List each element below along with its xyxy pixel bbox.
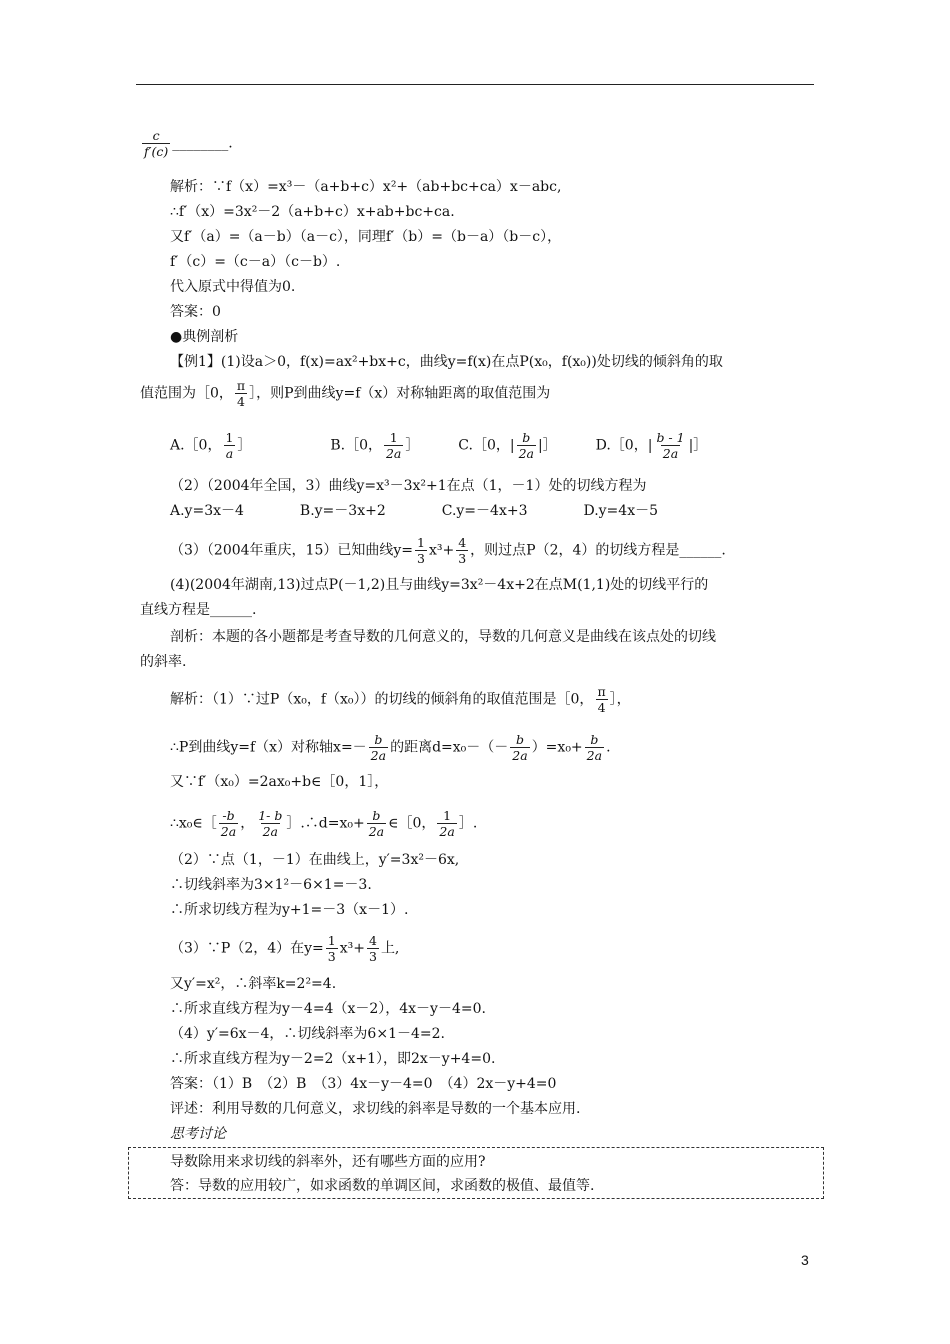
analysis-line-1: 解析：∵f（x）=x³－（a+b+c）x²+（ab+bc+ca）x－abc, (170, 179, 562, 195)
solution-1-line-4: ∴x₀∈［ $\frac{-b}{2a}$ ， $\frac{1- b}{2a}$ ］.∴d=x₀+ $\frac{b}{2a}$ ∈［0， $\frac{1}{2a}$ ］. (170, 808, 478, 839)
answer-line: 答案：0 (170, 304, 221, 320)
solution-1-line-3: 又∵f′（x₀）=2ax₀+b∈［0，1］， (170, 774, 389, 790)
solution-3-line-1: （3）∵P（2，4）在y= $\frac{1}{3}$ x³+ $\frac{4}{3}$ 上, (170, 933, 400, 964)
solution-2-line-2: ∴切线斜率为3×1²－6×1=－3. (170, 877, 372, 893)
example1-part2-options: A.y=3x－4 B.y=－3x+2 C.y=－4x+3 D.y=4x－5 (170, 503, 658, 519)
answer-summary: 答案：（1）B （2）B （3）4x－y－4=0 （4）2x－y+4=0 (170, 1076, 557, 1092)
solution-1-line-2: ∴P到曲线y=f（x）对称轴x=－ $\frac{b}{2a}$ 的距离d=x₀－（－ $\frac{b}{2a}$ ）=x₀+ $\frac{b}{2a}$ . (170, 732, 611, 763)
discussion-question: 导数除用来求切线的斜率外，还有哪些方面的应用? (170, 1154, 486, 1170)
solution-3-line-3: ∴所求直线方程为y－4=4（x－2），4x－y－4=0. (170, 1001, 486, 1017)
analysis-note-2: 的斜率. (140, 654, 187, 670)
solution-2-line-3: ∴所求切线方程为y+1=－3（x－1）. (170, 902, 409, 918)
analysis-line-2: ∴f′（x）=3x²－2（a+b+c）x+ab+bc+ca. (170, 204, 455, 220)
solution-1-line-1: 解析：（1）∵过P（x₀，f（x₀））的切线的倾斜角的取值范围是［0， $\frac{\pi}{4}$ ］， (170, 684, 631, 715)
analysis-line-5: 代入原式中得值为0. (170, 279, 296, 295)
page-number: 3 (801, 1252, 809, 1268)
header-rule (136, 84, 814, 85)
solution-4-line-2: ∴所求直线方程为y－2=2（x+1），即2x－y+4=0. (170, 1051, 496, 1067)
solution-2-line-1: （2）∵点（1，－1）在曲线上，y′=3x²－6x, (170, 852, 460, 868)
section-heading: ●典例剖析 (170, 329, 239, 345)
analysis-note-1: 剖析：本题的各小题都是考查导数的几何意义的，导数的几何意义是曲线在该点处的切线 (170, 629, 716, 645)
example1-options: A.［0， $\frac{1}{a}$ ］ B.［0， $\frac{1}{2a}$ ］ C.［0，| $\frac{b}{2a}$ |］ D.［0，| $\frac{b - 1}{2a}$ |］ (170, 430, 708, 461)
example1-part4-line1: (4)(2004年湖南,13)过点P(－1,2)且与曲线y=3x²－4x+2在点M(1,1)处的切线平行的 (170, 577, 709, 593)
example1-part3: （3）（2004年重庆，15）已知曲线y= $\frac{1}{3}$ x³+ $\frac{4}{3}$ ，则过点P（2，4）的切线方程是______. (170, 535, 726, 566)
analysis-line-4: f′（c）=（c－a）（c－b）. (170, 254, 341, 270)
example1-part4-line2: 直线方程是______. (140, 602, 257, 618)
example1-line-2: 值范围为［0， $\frac{\pi}{4}$ ］，则P到曲线y=f（x）对称轴距离的取值范围为 (140, 378, 551, 409)
analysis-line-3: 又f′（a）=（a－b）（a－c），同理f′（b）=（b－a）（b－c）， (170, 229, 562, 245)
solution-4-line-1: （4）y′=6x－4，∴切线斜率为6×1－4=2. (170, 1026, 445, 1042)
discussion-answer: 答：导数的应用较广，如求函数的单调区间，求函数的极值、最值等. (170, 1178, 595, 1194)
example1-part2: （2）（2004年全国，3）曲线y=x³－3x²+1在点（1，－1）处的切线方程为 (170, 478, 647, 494)
example1-line-1: 【例1】(1)设a＞0，f(x)=ax²+bx+c，曲线y=f(x)在点P(x₀，f(x₀))处切线的倾斜角的取 (170, 354, 723, 370)
formula-c-over-fprime-c: $\frac{c}{f'(c)}$ ________. (144, 128, 233, 159)
comment-line: 评述：利用导数的几何意义，求切线的斜率是导数的一个基本应用. (170, 1101, 581, 1117)
discussion-title: 思考讨论 (170, 1126, 226, 1142)
solution-3-line-2: 又y′=x²，∴斜率k=2²=4. (170, 976, 337, 992)
